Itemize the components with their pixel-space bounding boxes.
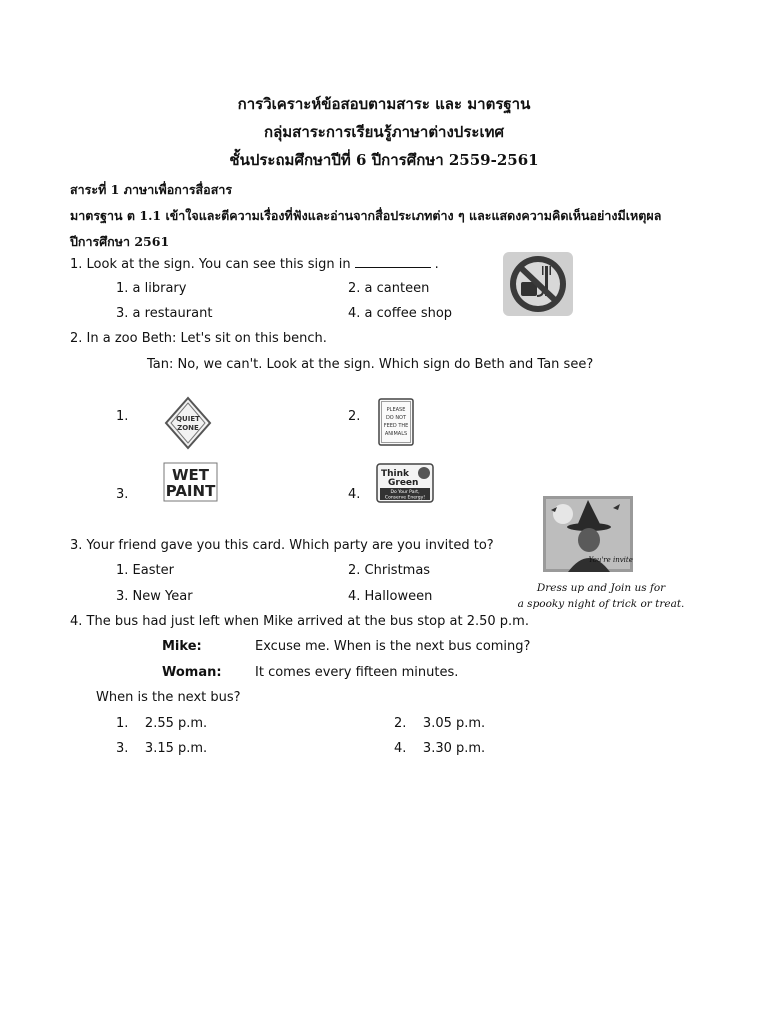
q4-question: When is the next bus?: [96, 690, 241, 705]
year-label: ปีการศึกษา 2561: [70, 234, 170, 249]
quiet-zone-text-2: ZONE: [177, 424, 199, 432]
paint-text: PAINT: [165, 482, 216, 500]
q4-speaker-woman: Woman:: [162, 665, 222, 680]
q2-option-3-number: 3.: [116, 487, 129, 502]
think-green-sign: [376, 463, 434, 503]
quiet-zone-text-1: QUIET: [176, 415, 200, 423]
wet-paint-sign-graphic: [163, 462, 218, 502]
no-food-sign-image: [503, 252, 573, 316]
q4-option-4: 4. 3.30 p.m.: [394, 741, 486, 756]
feed-text-1: PLEASE: [386, 407, 406, 413]
think-green-sign-graphic: [376, 463, 434, 503]
q3-option-3: 3. New Year: [116, 589, 193, 604]
q1-option-3: 3. a restaurant: [116, 306, 213, 321]
q4-stem: 4. The bus had just left when Mike arrived at the bus stop at 2.50 p.m.: [70, 614, 529, 629]
green-text: Green: [388, 478, 419, 488]
q3-stem: 3. Your friend gave you this card. Which party are you invited to?: [70, 538, 494, 553]
q1-stem-text: 1. Look at the sign. You can see this sign in: [70, 257, 351, 272]
q2-option-4-number: 4.: [348, 487, 361, 502]
q4-line-woman: It comes every fifteen minutes.: [255, 665, 459, 680]
q1-option-2: 2. a canteen: [348, 281, 430, 296]
q1-option-4: 4. a coffee shop: [348, 306, 453, 321]
q4-speaker-mike: Mike:: [162, 639, 202, 654]
q3-option-1: 1. Easter: [116, 563, 174, 578]
card-invited-text: You're invited: [588, 556, 633, 564]
do-not-feed-sign: [378, 398, 414, 446]
q1-stem: [70, 255, 439, 272]
do-not-feed-sign-graphic: [378, 398, 414, 446]
title-line-3: ชั้นประถมศึกษาปีที่ 6 ปีการศึกษา 2559-2561: [229, 151, 539, 169]
globe-icon: [418, 467, 430, 479]
q1-option-1: 1. a library: [116, 281, 187, 296]
feed-text-4: ANIMALS: [384, 431, 408, 437]
wet-text: WET: [171, 466, 210, 484]
feed-text-3: FEED THE: [383, 423, 409, 429]
conserve-energy-text: Conserve Energy!: [384, 495, 426, 501]
q3-option-2: 2. Christmas: [348, 563, 431, 578]
witch-icon: [543, 496, 633, 572]
do-your-part-text: Do Your Part,: [390, 490, 420, 495]
q2-option-2-number: 2.: [348, 409, 361, 424]
feed-text-2: DO NOT: [385, 415, 407, 421]
quiet-zone-sign-graphic: [163, 395, 213, 451]
strand-label: สาระที่ 1 ภาษาเพื่อการสื่อสาร: [70, 182, 233, 197]
q2-stem-1: 2. In a zoo Beth: Let's sit on this bench.: [70, 331, 327, 346]
q4-line-mike: Excuse me. When is the next bus coming?: [255, 639, 531, 654]
card-line-2: a spooky night of trick or treat.: [517, 598, 685, 610]
q3-option-4: 4. Halloween: [348, 589, 433, 604]
halloween-card-image: [543, 496, 633, 572]
title-line-1: การวิเคราะห์ข้อสอบตามสาระ และ มาตรฐาน: [237, 95, 531, 113]
q1-blank: [355, 255, 431, 268]
q2-option-1-number: 1.: [116, 409, 129, 424]
think-text: Think: [381, 469, 410, 479]
q4-option-2: 2. 3.05 p.m.: [394, 716, 486, 731]
card-line-1: Dress up and Join us for: [536, 582, 666, 594]
title-line-2: กลุ่มสาระการเรียนรู้ภาษาต่างประเทศ: [264, 123, 504, 141]
no-food-icon: [503, 252, 573, 316]
quiet-zone-sign: [163, 395, 213, 451]
wet-paint-sign: [163, 462, 218, 502]
q4-option-3: 3. 3.15 p.m.: [116, 741, 208, 756]
q2-stem-2: Tan: No, we can't. Look at the sign. Which sign do Beth and Tan see?: [147, 357, 594, 372]
standard-label: มาตรฐาน ต 1.1 เข้าใจและตีความเรื่องที่ฟังและอ่านจากสื่อประเภทต่าง ๆ และแสดงความคิดเห็นอย่างมีเหตุผล: [70, 208, 662, 223]
q4-option-1: 1. 2.55 p.m.: [116, 716, 208, 731]
q1-stem-end: .: [434, 257, 439, 272]
